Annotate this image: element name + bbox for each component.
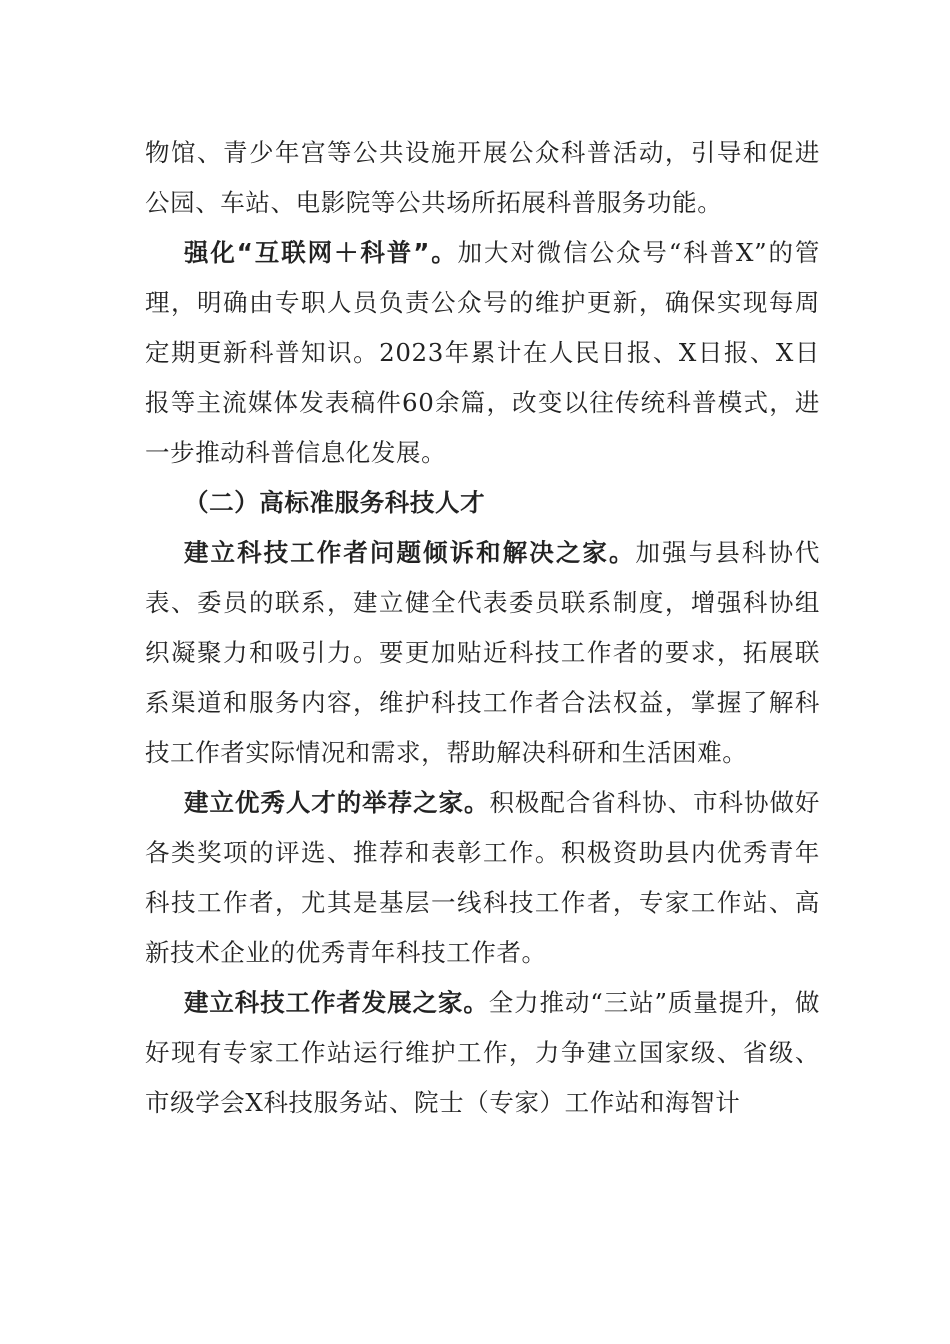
document-body xyxy=(145,128,820,1128)
paragraph-lead: 强化“互联网＋科普”。 xyxy=(184,238,458,267)
paragraph-development-home xyxy=(145,978,820,1128)
paragraph-continuation xyxy=(145,128,820,228)
paragraph-text: 积极配合省科协、市科协做好各类奖项的评选、推荐和表彰工作。积极资助县内优秀青年科技工作者，尤其是基层一线科技工作者，专家工作站、高新技术企业的优秀青年科技工作者。 xyxy=(145,788,820,967)
section-heading xyxy=(145,478,820,528)
paragraph-worker-home xyxy=(145,528,820,778)
paragraph-lead: 建立科技工作者问题倾诉和解决之家。 xyxy=(184,538,636,567)
paragraph-lead: 建立科技工作者发展之家。 xyxy=(184,988,489,1017)
paragraph-talent-home xyxy=(145,778,820,978)
paragraph-text: 物馆、青少年宫等公共设施开展公众科普活动，引导和促进公园、车站、电影院等公共场所拓展科普服务功能。 xyxy=(145,138,820,217)
paragraph-internet-science xyxy=(145,228,820,478)
paragraph-text: 加强与县科协代表、委员的联系，建立健全代表委员联系制度，增强科协组织凝聚力和吸引力。要更加贴近科技工作者的要求，拓展联系渠道和服务内容，维护科技工作者合法权益，掌握了解科技工作者实际情况和需求，帮助解决科研和生活困难。 xyxy=(145,538,820,767)
section-heading-text: （二）高标准服务科技人才 xyxy=(184,488,486,517)
paragraph-lead: 建立优秀人才的举荐之家。 xyxy=(184,788,490,817)
paragraph-text: 加大对微信公众号“科普X”的管理，明确由专职人员负责公众号的维护更新，确保实现每周定期更新科普知识。2023年累计在人民日报、X日报、X日报等主流媒体发表稿件60余篇，改变以往传统科普模式，进一步推动科普信息化发展。 xyxy=(145,238,820,467)
paragraph-text: 全力推动“三站”质量提升，做好现有专家工作站运行维护工作，力争建立国家级、省级、市级学会X科技服务站、院士（专家）工作站和海智计 xyxy=(145,988,821,1117)
